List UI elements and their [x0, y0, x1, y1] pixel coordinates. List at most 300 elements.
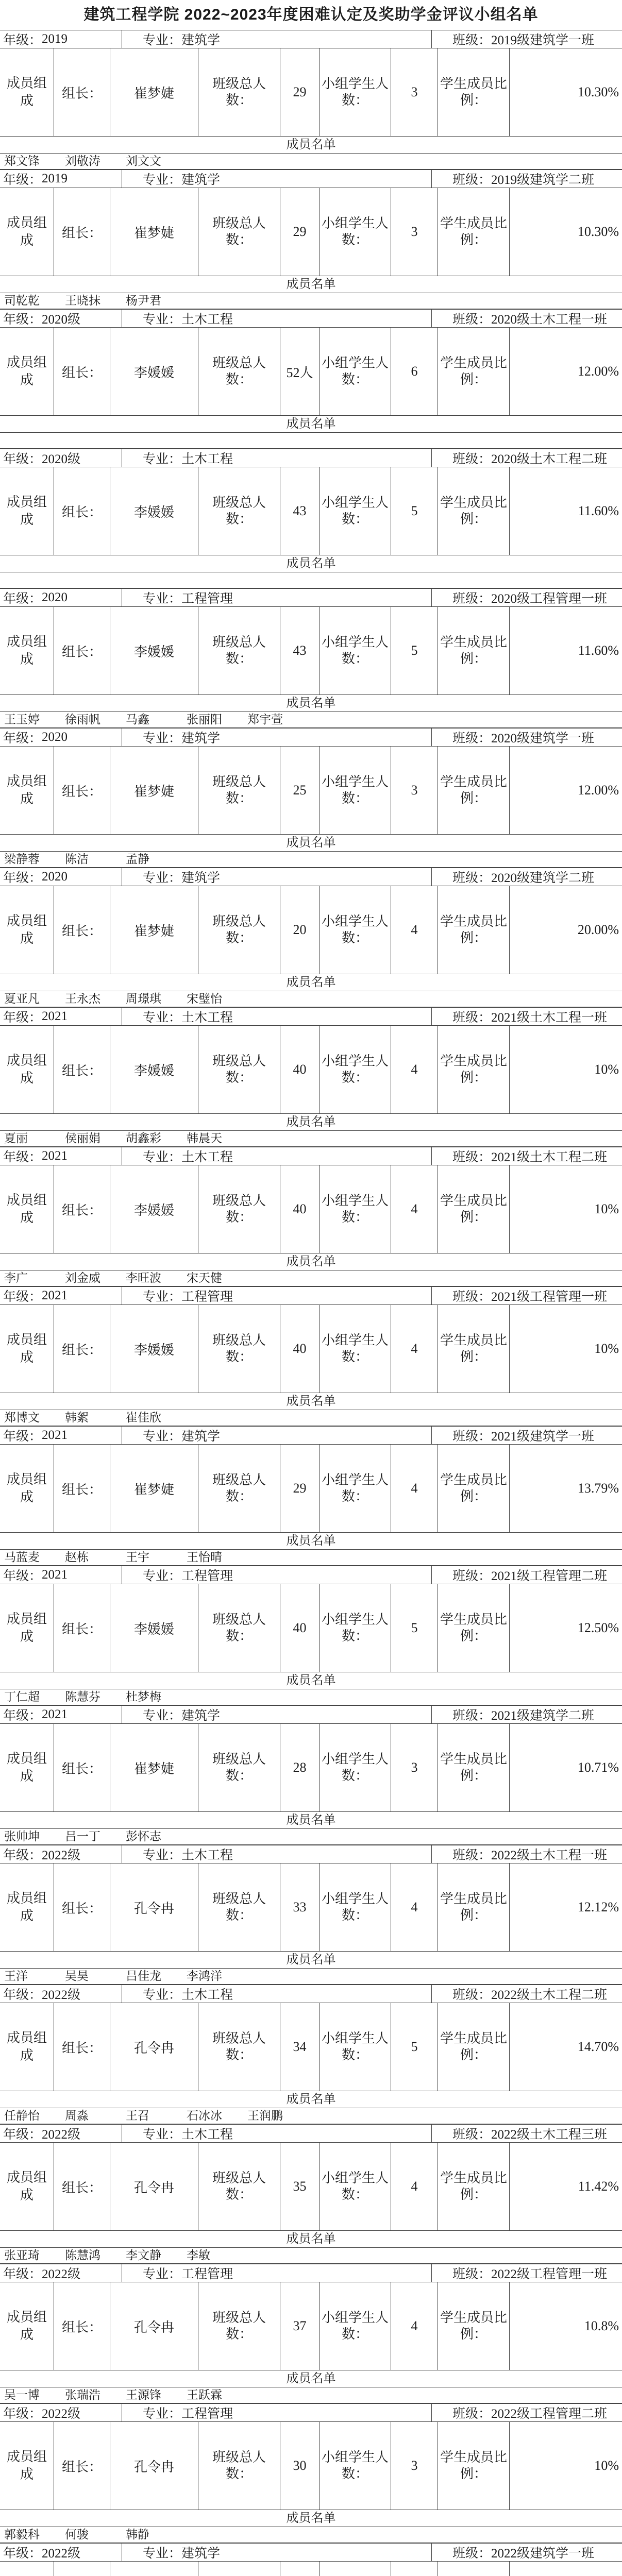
group-header-row [0, 170, 622, 188]
year-cell: 年级： 2021 [0, 1706, 122, 1723]
ratio-value: 10.30% [577, 224, 619, 239]
role-label: 组长： [54, 467, 110, 555]
role-label [54, 2562, 110, 2576]
member-name: 李敏 [187, 2249, 210, 2262]
group-header-row [0, 1706, 622, 1724]
ratio-label: 学生成员比例： [438, 2003, 510, 2091]
class-total-value: 29 [280, 1445, 320, 1532]
group-header-row [0, 2264, 622, 2282]
member-name: 陈慧鸿 [65, 2249, 100, 2262]
class-total-label: 班级总人数： [198, 2422, 280, 2510]
class-cell: 班级： 2020级工程管理一班 [452, 592, 608, 606]
group-student-count-value [391, 2562, 438, 2576]
member-list [0, 1410, 622, 1426]
class-total-value: 35 [280, 2143, 320, 2230]
member-name: 何骏 [65, 2528, 89, 2541]
members-header: 成员名单 [0, 1253, 622, 1270]
leader-name: 崔梦婕 [110, 188, 198, 276]
member-name: 王跃霖 [187, 2388, 222, 2401]
member-name: 郑博文 [4, 1411, 40, 1424]
role-label: 组长： [54, 2003, 110, 2091]
class-cell: 班级： 2021级建筑学一班 [452, 1430, 595, 1444]
member-list [0, 154, 622, 170]
group-detail-row [0, 2422, 622, 2510]
role-label: 组长： [54, 328, 110, 415]
year-cell: 年级： 2021 [0, 1287, 122, 1304]
group-name-label: 成员组成 [0, 2422, 54, 2510]
member-list [0, 1131, 622, 1147]
group-name-label: 成员组成 [0, 2143, 54, 2230]
leader-name: 孔令冉 [110, 2143, 198, 2230]
group-header-row [0, 2125, 622, 2143]
member-list [0, 293, 622, 309]
role-label: 组长： [54, 886, 110, 974]
ratio-value [510, 2562, 622, 2576]
evaluation-group [0, 2264, 622, 2403]
major-cell: 专业： 建筑学 [122, 1706, 432, 1723]
year-cell: 年级： 2020 [0, 868, 122, 886]
ratio-value: 10.30% [577, 84, 619, 99]
member-name: 郭毅科 [4, 2528, 40, 2541]
members-header: 成员名单 [0, 1533, 622, 1550]
leader-name: 李媛媛 [110, 1026, 198, 1113]
year-cell: 年级： 2020 [0, 728, 122, 746]
class-cell: 班级： 2021级工程管理一班 [452, 1290, 608, 1304]
major-cell: 专业： 工程管理 [122, 1287, 432, 1304]
group-name-label: 成员组成 [0, 188, 54, 276]
members-header: 成员名单 [0, 835, 622, 852]
leader-name: 李媛媛 [110, 1584, 198, 1672]
member-name: 李文静 [126, 2249, 161, 2262]
class-total-label: 班级总人数： [198, 188, 280, 276]
evaluation-group [0, 1426, 622, 1566]
class-total-label: 班级总人数： [198, 1026, 280, 1113]
leader-name: 孔令冉 [110, 2422, 198, 2510]
group-name-label: 成员组成 [0, 328, 54, 415]
class-total-value: 20 [280, 886, 320, 974]
members-header: 成员名单 [0, 2370, 622, 2387]
group-student-count-label: 小组学生人数： [320, 886, 391, 974]
group-student-count-value: 3 [391, 188, 438, 276]
member-list [0, 1689, 622, 1705]
member-name: 马鑫 [126, 713, 149, 726]
major-cell: 专业： 工程管理 [122, 2404, 432, 2421]
group-name-label: 成员组成 [0, 2282, 54, 2370]
group-student-count-label: 小组学生人数： [320, 2143, 391, 2230]
member-list [0, 991, 622, 1007]
leader-name: 孔令冉 [110, 1863, 198, 1951]
year-cell: 年级： 2021 [0, 1008, 122, 1025]
ratio-value: 12.12% [577, 1900, 619, 1914]
major-cell: 专业： 建筑学 [122, 2544, 432, 2561]
member-name: 崔佳欣 [126, 1411, 161, 1424]
member-list [0, 1829, 622, 1845]
ratio-label: 学生成员比例： [438, 2282, 510, 2370]
class-cell: 班级： 2020级土木工程二班 [452, 452, 608, 466]
group-student-count-value: 4 [391, 2282, 438, 2370]
ratio-label: 学生成员比例： [438, 747, 510, 834]
member-list [0, 572, 622, 588]
group-student-count-value: 5 [391, 1584, 438, 1672]
role-label: 组长： [54, 48, 110, 136]
group-student-count-value: 4 [391, 1863, 438, 1951]
member-list [0, 1969, 622, 1985]
class-cell: 班级： 2020级土木工程一班 [452, 313, 608, 327]
group-student-count-label: 小组学生人数： [320, 328, 391, 415]
year-cell: 年级： 2022级 [0, 2544, 122, 2561]
group-detail-row [0, 607, 622, 695]
class-total-value: 25 [280, 747, 320, 834]
ratio-value: 10.8% [584, 2318, 619, 2333]
group-name-label [0, 2562, 54, 2576]
class-total-value: 40 [280, 1305, 320, 1393]
year-cell: 年级： 2021 [0, 1147, 122, 1165]
group-name-label: 成员组成 [0, 1863, 54, 1951]
group-detail-row [0, 1026, 622, 1114]
role-label: 组长： [54, 1863, 110, 1951]
year-cell: 年级： 2022级 [0, 2125, 122, 2142]
ratio-value: 20.00% [577, 922, 619, 937]
ratio-value: 11.42% [578, 2179, 619, 2194]
group-detail-row [0, 188, 622, 276]
member-list [0, 852, 622, 868]
major-cell: 专业： 工程管理 [122, 589, 432, 606]
group-detail-row [0, 2143, 622, 2231]
class-cell: 班级： 2022级工程管理一班 [452, 2267, 608, 2281]
group-student-count-label: 小组学生人数： [320, 747, 391, 834]
leader-name: 崔梦婕 [110, 747, 198, 834]
members-header: 成员名单 [0, 974, 622, 991]
leader-name: 孔令冉 [110, 2282, 198, 2370]
class-total-label: 班级总人数： [198, 467, 280, 555]
ratio-label: 学生成员比例： [438, 1724, 510, 1811]
class-cell: 班级： 2020级建筑学一班 [452, 732, 595, 745]
member-name: 张丽阳 [187, 713, 222, 726]
ratio-label: 学生成员比例： [438, 467, 510, 555]
member-name: 侯丽娟 [65, 1132, 100, 1145]
members-header: 成员名单 [0, 1952, 622, 1969]
major-cell: 专业： 建筑学 [122, 728, 432, 746]
member-list [0, 2108, 622, 2124]
class-cell: 班级： 2020级建筑学二班 [452, 871, 595, 885]
member-name: 宋天健 [187, 1272, 222, 1284]
group-header-row [0, 1566, 622, 1584]
leader-name [110, 2562, 198, 2576]
role-label: 组长： [54, 607, 110, 694]
ratio-label: 学生成员比例： [438, 48, 510, 136]
major-cell: 专业： 土木工程 [122, 310, 432, 327]
group-student-count-label: 小组学生人数： [320, 2003, 391, 2091]
group-name-label: 成员组成 [0, 1305, 54, 1393]
class-cell: 班级： 2021级建筑学二班 [452, 1709, 595, 1723]
major-cell: 专业： 土木工程 [122, 1985, 432, 2003]
evaluation-group [0, 1845, 622, 1985]
leader-name: 李媛媛 [110, 328, 198, 415]
member-name: 周璟琪 [126, 992, 161, 1005]
year-cell: 年级： 2019 [0, 30, 122, 48]
group-header-row [0, 589, 622, 607]
class-total-label: 班级总人数： [198, 1445, 280, 1532]
group-detail-row [0, 747, 622, 835]
group-name-label: 成员组成 [0, 747, 54, 834]
group-header-row [0, 2544, 622, 2562]
group-student-count-value: 4 [391, 1305, 438, 1393]
role-label: 组长： [54, 747, 110, 834]
group-name-label: 成员组成 [0, 2003, 54, 2091]
member-name: 韩静 [126, 2528, 149, 2541]
class-total-label: 班级总人数： [198, 1724, 280, 1811]
major-cell: 专业： 土木工程 [122, 1008, 432, 1025]
evaluation-group [0, 170, 622, 309]
member-name: 韩絮 [65, 1411, 89, 1424]
member-name: 王怡晴 [187, 1551, 222, 1564]
group-student-count-label: 小组学生人数： [320, 1305, 391, 1393]
year-cell: 年级： 2022级 [0, 1985, 122, 2003]
members-header: 成员名单 [0, 2510, 622, 2527]
group-name-label: 成员组成 [0, 886, 54, 974]
group-student-count-value: 5 [391, 607, 438, 694]
members-header: 成员名单 [0, 2091, 622, 2108]
member-name: 彭怀志 [126, 1830, 161, 1843]
group-header-row [0, 868, 622, 886]
class-total-value: 33 [280, 1863, 320, 1951]
major-cell: 专业： 工程管理 [122, 2264, 432, 2282]
members-header: 成员名单 [0, 1812, 622, 1829]
group-detail-row [0, 1584, 622, 1672]
ratio-value: 14.70% [577, 2039, 619, 2054]
leader-name: 李媛媛 [110, 1165, 198, 1253]
class-total-label: 班级总人数： [198, 747, 280, 834]
class-cell: 班级： 2021级土木工程一班 [452, 1011, 608, 1025]
group-detail-row [0, 1445, 622, 1533]
member-name: 夏丽 [4, 1132, 28, 1145]
group-name-label: 成员组成 [0, 1724, 54, 1811]
member-name: 胡鑫彩 [126, 1132, 161, 1145]
year-cell: 年级： 2020级 [0, 310, 122, 327]
group-student-count-value: 3 [391, 2422, 438, 2510]
group-header-row [0, 1845, 622, 1863]
member-name: 王宇 [126, 1551, 149, 1564]
class-cell: 班级： 2021级土木工程二班 [452, 1150, 608, 1164]
group-name-label: 成员组成 [0, 467, 54, 555]
evaluation-group [0, 2543, 622, 2576]
class-total-value [280, 2562, 320, 2576]
group-student-count-value: 3 [391, 747, 438, 834]
group-header-row [0, 2404, 622, 2422]
leader-name: 李媛媛 [110, 467, 198, 555]
class-total-value: 40 [280, 1165, 320, 1253]
major-cell: 专业： 土木工程 [122, 2125, 432, 2142]
member-name: 张瑞浩 [65, 2388, 100, 2401]
ratio-label: 学生成员比例： [438, 1165, 510, 1253]
group-student-count-value: 5 [391, 467, 438, 555]
group-student-count-label: 小组学生人数： [320, 1445, 391, 1532]
member-name: 梁静蓉 [4, 853, 40, 866]
member-name: 刘文文 [126, 155, 161, 167]
evaluation-group [0, 449, 622, 588]
ratio-label: 学生成员比例： [438, 2143, 510, 2230]
class-cell: 班级： 2019级建筑学一班 [452, 33, 595, 47]
class-total-label: 班级总人数： [198, 2143, 280, 2230]
group-detail-row [0, 48, 622, 137]
group-student-count-label: 小组学生人数： [320, 2282, 391, 2370]
class-cell: 班级： 2021级工程管理二班 [452, 1569, 608, 1583]
member-list [0, 2387, 622, 2403]
group-detail-row [0, 1724, 622, 1812]
ratio-label: 学生成员比例： [438, 2422, 510, 2510]
group-student-count-value: 4 [391, 1026, 438, 1113]
member-name: 王润鹏 [247, 2109, 283, 2122]
member-name: 周淼 [65, 2109, 89, 2122]
group-student-count-label: 小组学生人数： [320, 188, 391, 276]
group-detail-row [0, 1165, 622, 1253]
class-cell: 班级： 2022级土木工程一班 [452, 1849, 608, 1862]
evaluation-group [0, 1286, 622, 1426]
group-header-row [0, 310, 622, 328]
group-name-label: 成员组成 [0, 48, 54, 136]
role-label: 组长： [54, 1305, 110, 1393]
member-name: 韩晨天 [187, 1132, 222, 1145]
member-name: 王永杰 [65, 992, 100, 1005]
leader-name: 孔令冉 [110, 2003, 198, 2091]
major-cell: 专业： 建筑学 [122, 170, 432, 188]
ratio-value: 10% [594, 1062, 619, 1077]
ratio-value: 10.71% [577, 1760, 619, 1775]
class-total-label: 班级总人数： [198, 1165, 280, 1253]
ratio-label: 学生成员比例： [438, 1026, 510, 1113]
role-label: 组长： [54, 2143, 110, 2230]
member-name: 孟静 [126, 853, 149, 866]
member-name: 陈慧芬 [65, 1690, 100, 1703]
member-name: 赵栋 [65, 1551, 89, 1564]
member-name: 陈洁 [65, 853, 89, 866]
major-cell: 专业： 建筑学 [122, 868, 432, 886]
group-student-count-label: 小组学生人数： [320, 1165, 391, 1253]
ratio-label: 学生成员比例： [438, 886, 510, 974]
ratio-value: 10% [594, 1341, 619, 1356]
page-title: 建筑工程学院 2022~2023年度困难认定及奖助学金评议小组名单 [83, 6, 539, 23]
member-name: 吕一丁 [65, 1830, 100, 1843]
class-cell: 班级： 2019级建筑学二班 [452, 173, 595, 187]
class-cell: 班级： 2022级工程管理二班 [452, 2407, 608, 2421]
role-label: 组长： [54, 1724, 110, 1811]
evaluation-group [0, 1705, 622, 1845]
member-name [61, 433, 122, 448]
member-name [61, 572, 122, 588]
class-cell: 班级： 2022级土木工程三班 [452, 2128, 608, 2142]
class-total-label: 班级总人数： [198, 328, 280, 415]
group-header-row [0, 1287, 622, 1305]
group-name-label: 成员组成 [0, 1026, 54, 1113]
ratio-label: 学生成员比例： [438, 188, 510, 276]
evaluation-group [0, 868, 622, 1007]
leader-name: 崔梦婕 [110, 1724, 198, 1811]
group-student-count-label: 小组学生人数： [320, 48, 391, 136]
member-name: 王晓抹 [65, 294, 100, 307]
ratio-value: 12.00% [577, 783, 619, 798]
evaluation-group [0, 309, 622, 449]
group-student-count-value: 4 [391, 2143, 438, 2230]
group-student-count-label: 小组学生人数： [320, 1724, 391, 1811]
member-name: 张亚琦 [4, 2249, 40, 2262]
major-cell: 专业： 建筑学 [122, 1427, 432, 1444]
evaluation-group [0, 728, 622, 868]
class-total-value: 40 [280, 1026, 320, 1113]
class-cell: 班级： 2022级建筑学一班 [452, 2547, 595, 2561]
evaluation-group [0, 1007, 622, 1147]
leader-name: 崔梦婕 [110, 886, 198, 974]
group-header-row [0, 1008, 622, 1026]
member-name: 李广 [4, 1272, 28, 1284]
member-name: 王洋 [4, 1970, 28, 1982]
year-cell: 年级： 2020 [0, 589, 122, 606]
group-detail-row [0, 1305, 622, 1393]
ratio-value: 12.50% [577, 1620, 619, 1635]
group-student-count-label: 小组学生人数： [320, 1026, 391, 1113]
member-name: 吴昊 [65, 1970, 89, 1982]
members-header: 成员名单 [0, 2231, 622, 2248]
group-detail-row [0, 2003, 622, 2091]
evaluation-group [0, 588, 622, 728]
year-cell: 年级： 2020级 [0, 449, 122, 467]
member-name: 郑文锋 [4, 155, 40, 167]
group-detail-row [0, 2562, 622, 2576]
member-name: 王召 [126, 2109, 149, 2122]
group-student-count-value: 3 [391, 48, 438, 136]
leader-name: 崔梦婕 [110, 1445, 198, 1532]
evaluation-group [0, 1147, 622, 1286]
group-name-label: 成员组成 [0, 607, 54, 694]
ratio-label: 学生成员比例： [438, 607, 510, 694]
group-student-count-label [320, 2562, 391, 2576]
ratio-value: 10% [594, 1201, 619, 1216]
group-header-row [0, 1985, 622, 2003]
leader-name: 崔梦婕 [110, 48, 198, 136]
member-name: 刘金威 [65, 1272, 100, 1284]
member-name: 李旺波 [126, 1272, 161, 1284]
group-name-label: 成员组成 [0, 1584, 54, 1672]
major-cell: 专业： 土木工程 [122, 1845, 432, 1863]
leader-name: 李媛媛 [110, 607, 198, 694]
class-total-label: 班级总人数： [198, 1584, 280, 1672]
class-total-value: 30 [280, 2422, 320, 2510]
group-header-row [0, 449, 622, 467]
member-name: 马蓝麦 [4, 1551, 40, 1564]
class-total-label: 班级总人数： [198, 2282, 280, 2370]
group-student-count-label: 小组学生人数： [320, 607, 391, 694]
ratio-value: 12.00% [577, 364, 619, 379]
member-list [0, 433, 622, 449]
ratio-label: 学生成员比例： [438, 1305, 510, 1393]
group-header-row [0, 30, 622, 48]
role-label: 组长： [54, 2422, 110, 2510]
member-name: 徐雨帆 [65, 713, 100, 726]
member-name: 杜梦梅 [126, 1690, 161, 1703]
group-student-count-label: 小组学生人数： [320, 1584, 391, 1672]
member-list [0, 1270, 622, 1286]
members-header: 成员名单 [0, 137, 622, 154]
class-total-value: 29 [280, 188, 320, 276]
class-total-value: 28 [280, 1724, 320, 1811]
role-label: 组长： [54, 1584, 110, 1672]
class-total-label: 班级总人数： [198, 1863, 280, 1951]
member-name: 任静怡 [4, 2109, 40, 2122]
class-total-value: 40 [280, 1584, 320, 1672]
member-name: 吕佳龙 [126, 1970, 161, 1982]
group-name-label: 成员组成 [0, 1165, 54, 1253]
major-cell: 专业： 建筑学 [122, 30, 432, 48]
role-label: 组长： [54, 188, 110, 276]
